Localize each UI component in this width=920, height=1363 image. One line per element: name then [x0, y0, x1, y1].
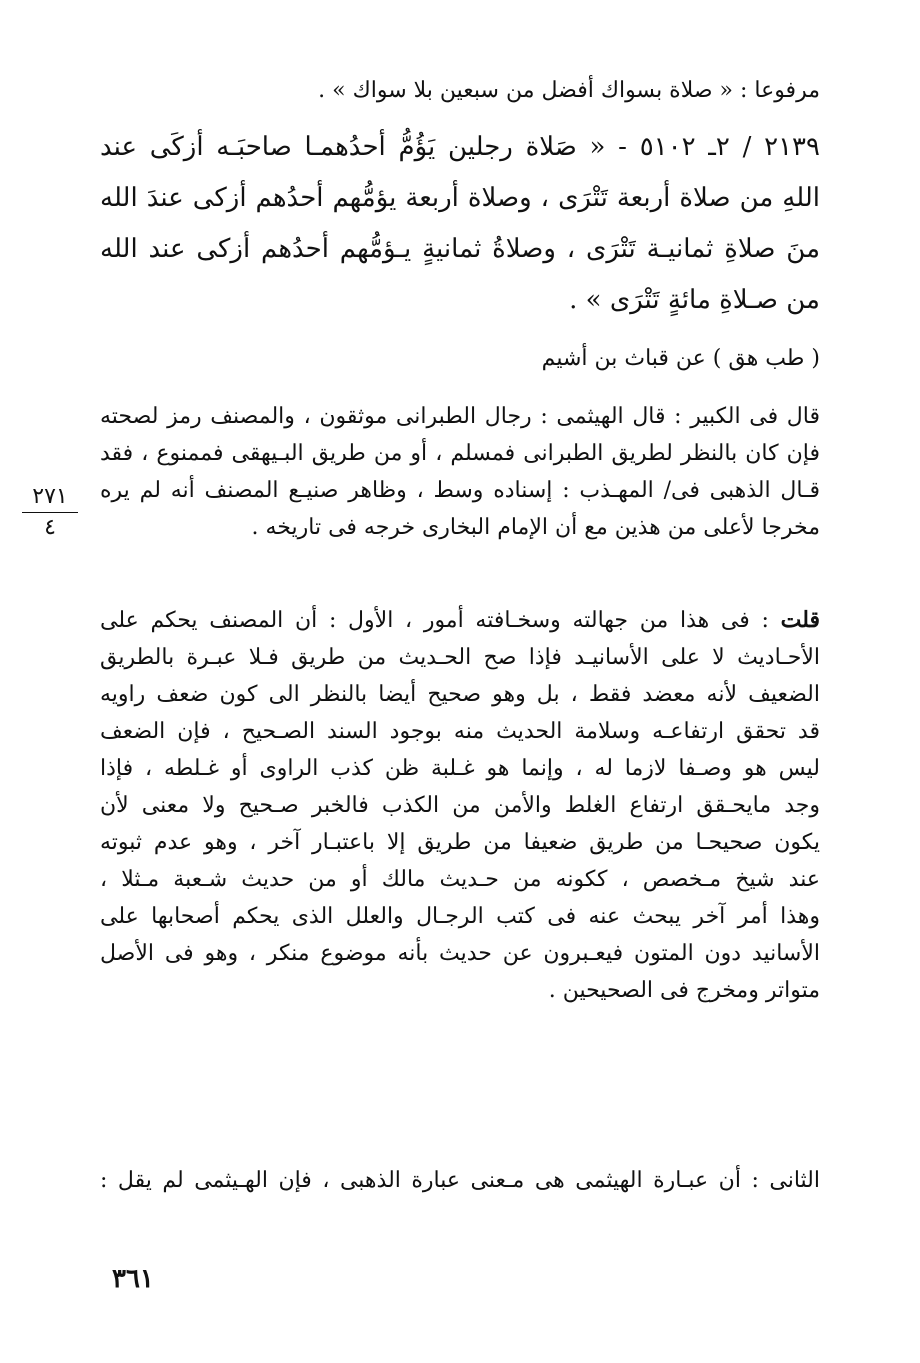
text-line: فإن كان بالنظر لطريق الطبرانى فمسلم ، أو من طريق البـيهقى فممنوع ، فقد: [100, 441, 820, 466]
text-line: [100, 602, 820, 639]
text-line: وهذا أمر آخر يبحث عنه فى كتب الرجـال والعلل الذى يحكم أصحابها على: [100, 904, 820, 929]
text-line: مخرجا لأعلى من هذين مع أن الإمام البخارى خرجه فى تاريخه .: [251, 515, 820, 540]
text-line: قال فى الكبير : قال الهيثمى : رجال الطبرانى موثقون ، والمصنف رمز لصحته: [100, 404, 820, 429]
text-line: اللهِ من صلاة أربعة تَتْرَى ، وصلاة أربعة يؤمُّهم أحدُهم أزكى عندَ الله: [100, 183, 820, 213]
text-line: عند شيخ مـخصص ، ككونه من حـديث مالك أو من حديث شـعبة مـثلا ،: [100, 867, 820, 892]
manuscript-volume: ٤: [44, 515, 56, 540]
hadith-text: [100, 122, 820, 326]
paragraph-marfu: [100, 72, 820, 109]
qult-lead: قلت: [780, 607, 820, 633]
text-line: مرفوعا : « صلاة بسواك أفضل من سبعين بلا سواك » .: [318, 78, 820, 103]
page-number: ٣٦١: [112, 1264, 154, 1294]
marginal-manuscript-ref: [22, 484, 78, 540]
text-fragment: : فى هذا من جهالته وسخـافته أمور ، الأول : أن المصنف يحكم على: [100, 608, 781, 633]
text-line: وجد مايحـقق ارتفاع الغلط والأمن من الكذب فالخبر صـحيح ولا معنى لأن: [100, 793, 820, 818]
paragraph-kabir: [100, 398, 820, 546]
text-line: ليس هو وصـفا لازما له ، وإنما هو غـلبة ظن كذب الراوى أو غـلطه ، فإذا: [100, 756, 820, 781]
text-line: منَ صلاةِ ثمانيـة تَتْرَى ، وصلاةُ ثمانيةٍ يـؤمُّهم أحدُهم أزكى عند الله: [100, 234, 820, 264]
paragraph-thani: [100, 1162, 820, 1199]
paragraph-qult: [100, 602, 820, 1009]
text-line: قد تحقق ارتفاعـه وسلامة الحديث منه بوجود السند الصـحيح ، فإن الضعف: [100, 719, 820, 744]
text-line: ( طب هق ) عن قباث بن أشيم: [541, 346, 820, 371]
text-line: ٢١٣٩ / ٢ـ ٥١٠٢ - « صَلاة رجلين يَؤُمُّ أحدُهمـا صاحبَـه أزكَى عند: [100, 132, 820, 162]
text-line: يكون صحيحـا من طريق ضعيفا من طريق إلا باعتبـار آخر ، وهو عدم ثبوته: [100, 830, 820, 855]
hadith-source: [100, 340, 820, 377]
text-line: من صـلاةِ مائةٍ تَتْرَى » .: [569, 285, 820, 315]
text-line: متواتر ومخرج فى الصحيحين .: [548, 978, 820, 1003]
text-line: قـال الذهبى فى/ المهـذب : إسناده وسط ، وظاهر صنيـع المصنف أنه لم يره: [100, 478, 820, 503]
text-line: الضعيف لأنه معضد فقط ، بل وهو صحيح أيضا بالنظر الى كون ضعف راويه: [100, 682, 820, 707]
text-line: الأحـاديث لا على الأسانيـد فإذا صح الحـديث من طريق فـلا عبـرة بالطريق: [100, 645, 820, 670]
text-line: الأسانيد دون المتون فيعـبرون عن حديث بأنه موضوع منكر ، وهو فى الأصل: [100, 941, 820, 966]
text-line: الثانى : أن عبـارة الهيثمى هى مـعنى عبارة الذهبى ، فإن الهـيثمى لم يقل :: [100, 1168, 820, 1193]
manuscript-folio: ٢٧١: [22, 484, 78, 513]
